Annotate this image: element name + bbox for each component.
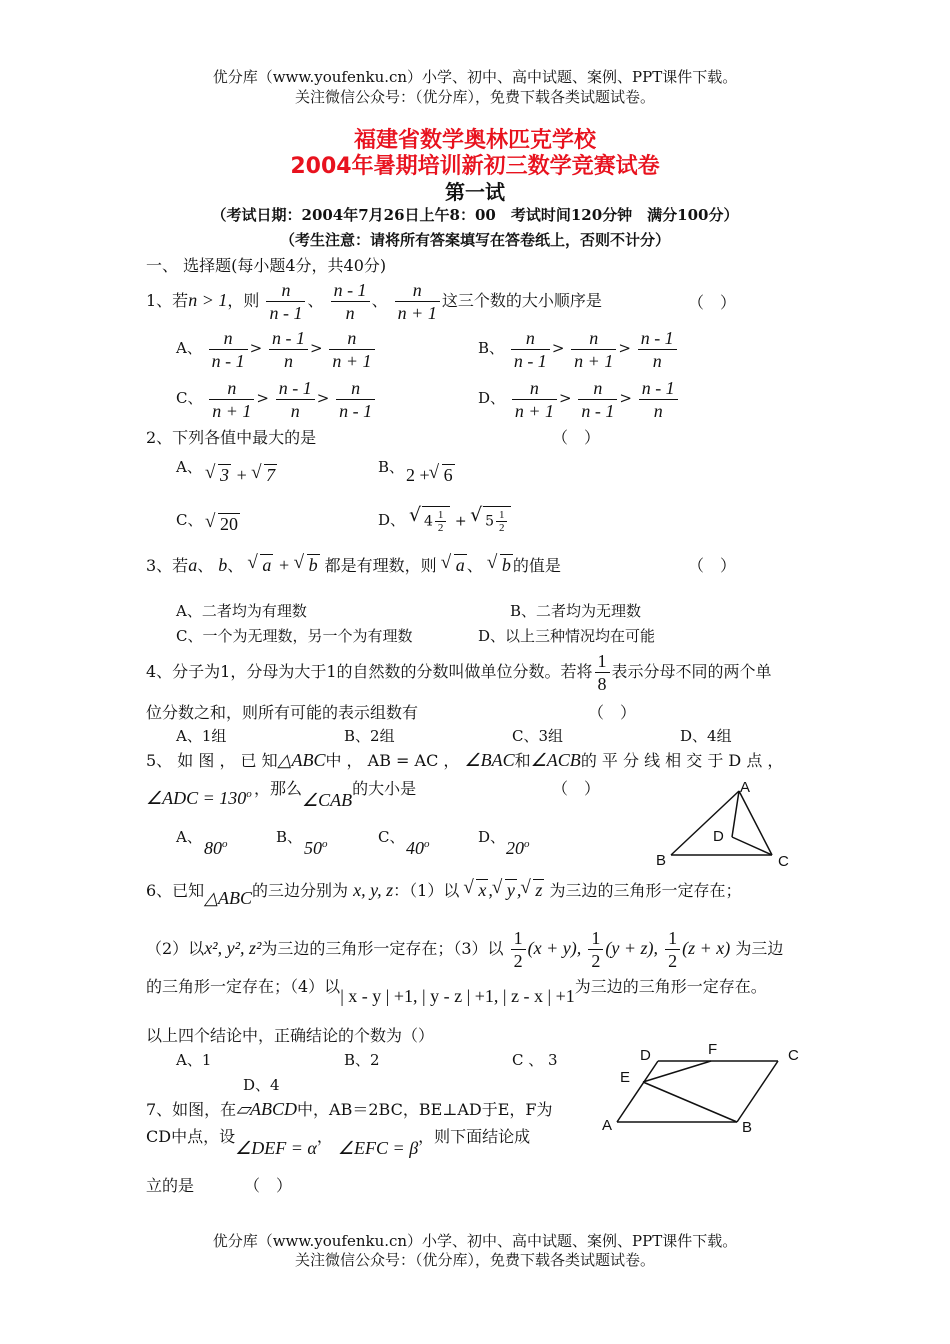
edge-ab [671, 791, 739, 855]
q5-option-d-value: 20$^o$ [506, 838, 530, 858]
question-4-line-1: 4、分子为1，分母为大于1的自然数的分数叫做单位分数。若将 $\frac{1}{8}$ 表示分母不同的两个单 [146, 651, 772, 694]
q1-option-d: D、 $\frac{n}{n + 1}$ > $\frac{n}{n - 1}$ > $\frac{n - 1}{n}$ [478, 376, 680, 422]
label-e: E [620, 1069, 631, 1086]
q2-option-c-label: C、 [176, 511, 203, 529]
q6-option-c: C 、 3 [512, 1051, 558, 1069]
edge-bc [737, 1061, 778, 1122]
q4-option-d: D、4组 [680, 727, 732, 745]
question-6-line-4: 以上四个结论中，正确结论的个数为（） [146, 1026, 435, 1045]
bisector-ad [732, 791, 739, 837]
parallelogram-figure [592, 1038, 812, 1138]
answer-bracket: （ ） [552, 428, 601, 447]
q5-option-b-value: 50$^o$ [304, 838, 328, 858]
answer-bracket: （ ） [688, 293, 737, 312]
segment-ef [643, 1061, 711, 1082]
footer-line-2: 关注微信公众号：（优分库），免费下载各类试题试卷。 [294, 1251, 655, 1269]
answer-bracket: （ ） [552, 779, 601, 798]
label-c: C [778, 853, 789, 870]
label-f: F [708, 1041, 718, 1058]
fraction: $\frac{n}{n - 1}$ [266, 279, 305, 324]
q4-option-b: B、2组 [344, 727, 395, 745]
q6-option-b: B、2 [344, 1051, 380, 1069]
edge-ac [739, 791, 772, 855]
label-a: A [740, 779, 751, 796]
question-2-stem: 2、下列各值中最大的是 [146, 428, 317, 447]
fraction: $\frac{n}{n + 1}$ [395, 279, 440, 324]
q4-option-c: C、3组 [512, 727, 564, 745]
question-6-line-1: 6、已知△ABC的三边分别为 x, y, z：（1）以 √ x ,√ y ,√ z 为三边的三角形一定存在； [146, 878, 742, 901]
q5-option-c-value: 40$^o$ [406, 838, 430, 858]
footer-line-1: 优分库（www.youfenku.cn）小学、初中、高中试题、案例、PPT课件下载。 [212, 1232, 738, 1250]
question-1-stem: 1、若n > 1，则 $\frac{n}{n - 1}$ 、 $\frac{n - 1}{n}$ 、 $\frac{n}{n + 1}$ 这三个数的大小顺序是 [146, 280, 602, 323]
question-6-line-2: （2）以x², y², z²为三边的三角形一定存在；（3）以 $\frac{1}{2}$ (x + y), $\frac{1}{2}$ (y + z), $\frac{1}{2}$ (z + x) 为三边 [146, 928, 784, 971]
question-7-line-3: 立的是 [146, 1176, 195, 1195]
question-5-line-2: ，那么∠CAB的大小是 [254, 779, 417, 810]
q2-option-a-label: A、 [176, 458, 202, 476]
q5-option-d-label: D、 [478, 828, 506, 846]
q2-option-a-expr: √ 3 + √ 7 [206, 464, 277, 486]
q6-option-d: D、4 [243, 1076, 280, 1094]
q2-option-b-expr: 2 +√ 6 [406, 464, 455, 486]
q1-option-b: B、 $\frac{n}{n - 1}$ > $\frac{n}{n + 1}$ > $\frac{n - 1}{n}$ [478, 326, 679, 372]
section-heading: 一、 选择题(每小题4分，共40分) [146, 256, 387, 275]
question-4-line-2: 位分数之和，则所有可能的表示组数有 [146, 703, 419, 722]
q6-option-a: A、1 [176, 1051, 212, 1069]
q5-condition: ∠ADC = $130^o$ [146, 788, 252, 808]
q4-option-a: A、1组 [176, 727, 227, 745]
q5-option-a-label: A、 [176, 828, 202, 846]
q5-option-b-label: B、 [276, 828, 303, 846]
q3-option-d: D、以上三种情况均在可能 [478, 627, 656, 645]
segment-be [643, 1082, 737, 1122]
question-5-line-1: 5、 如 图 ， 已 知△ABC中 ， AB = AC ， ∠BAC和∠ACB的 平 分 线 相 交 于 D 点 ， [146, 750, 784, 770]
answer-bracket: （ ） [588, 703, 637, 722]
q1-option-c: C、 $\frac{n}{n + 1}$ > $\frac{n - 1}{n}$ > $\frac{n}{n - 1}$ [176, 376, 377, 422]
q3-option-b: B、二者均为无理数 [510, 602, 642, 620]
question-7-line-1: 7、如图，在▱ABCD中，AB＝2BC，BE⊥AD于E，F为 [146, 1099, 553, 1119]
q2-option-d-label: D、 [378, 511, 406, 529]
bisector-cd [732, 837, 772, 855]
q3-option-c: C、一个为无理数，另一个为有理数 [176, 627, 413, 645]
question-3-stem: 3、若a、 b、 √ a + √ b 都是有理数，则 √ a 、 √ b 的值是 [146, 553, 561, 576]
header-line-1: 优分库（www.youfenku.cn）小学、初中、高中试题、案例、PPT课件下载。 [212, 68, 738, 86]
question-6-line-3: 的三角形一定存在；（4）以| x - y | +1, | y - z | +1, | z - x | +1为三边的三角形一定存在。 [146, 977, 767, 1006]
label-d: D [713, 828, 724, 845]
label-d: D [640, 1047, 651, 1064]
q5-option-c-label: C、 [378, 828, 405, 846]
label-b: B [742, 1119, 753, 1136]
school-title: 福建省数学奥林匹克学校 [353, 128, 596, 153]
round-title: 第一试 [445, 180, 505, 204]
exam-info: （考试日期：2004年7月26日上午8：00 考试时间120分钟 满分100分） [211, 206, 739, 224]
q2-option-b-label: B、 [378, 458, 405, 476]
q2-option-c-expr: √ 20 [206, 513, 240, 535]
answer-bracket: （ ） [688, 556, 737, 575]
q2-option-d-expr: √ 4 $\frac{1}{2}$ + √ 5 $\frac{1}{2}$ [410, 506, 511, 534]
label-a: A [602, 1117, 613, 1134]
question-7-line-2: CD中点，设∠DEF = α， ∠EFC = β，则下面结论成 [146, 1127, 531, 1158]
q3-option-a: A、二者均为有理数 [176, 602, 307, 620]
q1-option-a: A、 $\frac{n}{n - 1}$ > $\frac{n - 1}{n}$ > $\frac{n}{n + 1}$ [176, 326, 377, 372]
answer-bracket: （ ） [244, 1176, 293, 1195]
header-line-2: 关注微信公众号：（优分库），免费下载各类试题试卷。 [294, 88, 655, 106]
triangle-figure [650, 775, 800, 875]
label-c: C [788, 1047, 799, 1064]
fraction: $\frac{n - 1}{n}$ [331, 279, 370, 324]
exam-notice: （考生注意：请将所有答案填写在答卷纸上，否则不计分） [279, 231, 670, 249]
q5-option-a-value: 80$^o$ [204, 838, 228, 858]
exam-title: 2004年暑期培训新初三数学竞赛试卷 [290, 154, 660, 179]
label-b: B [656, 852, 667, 869]
